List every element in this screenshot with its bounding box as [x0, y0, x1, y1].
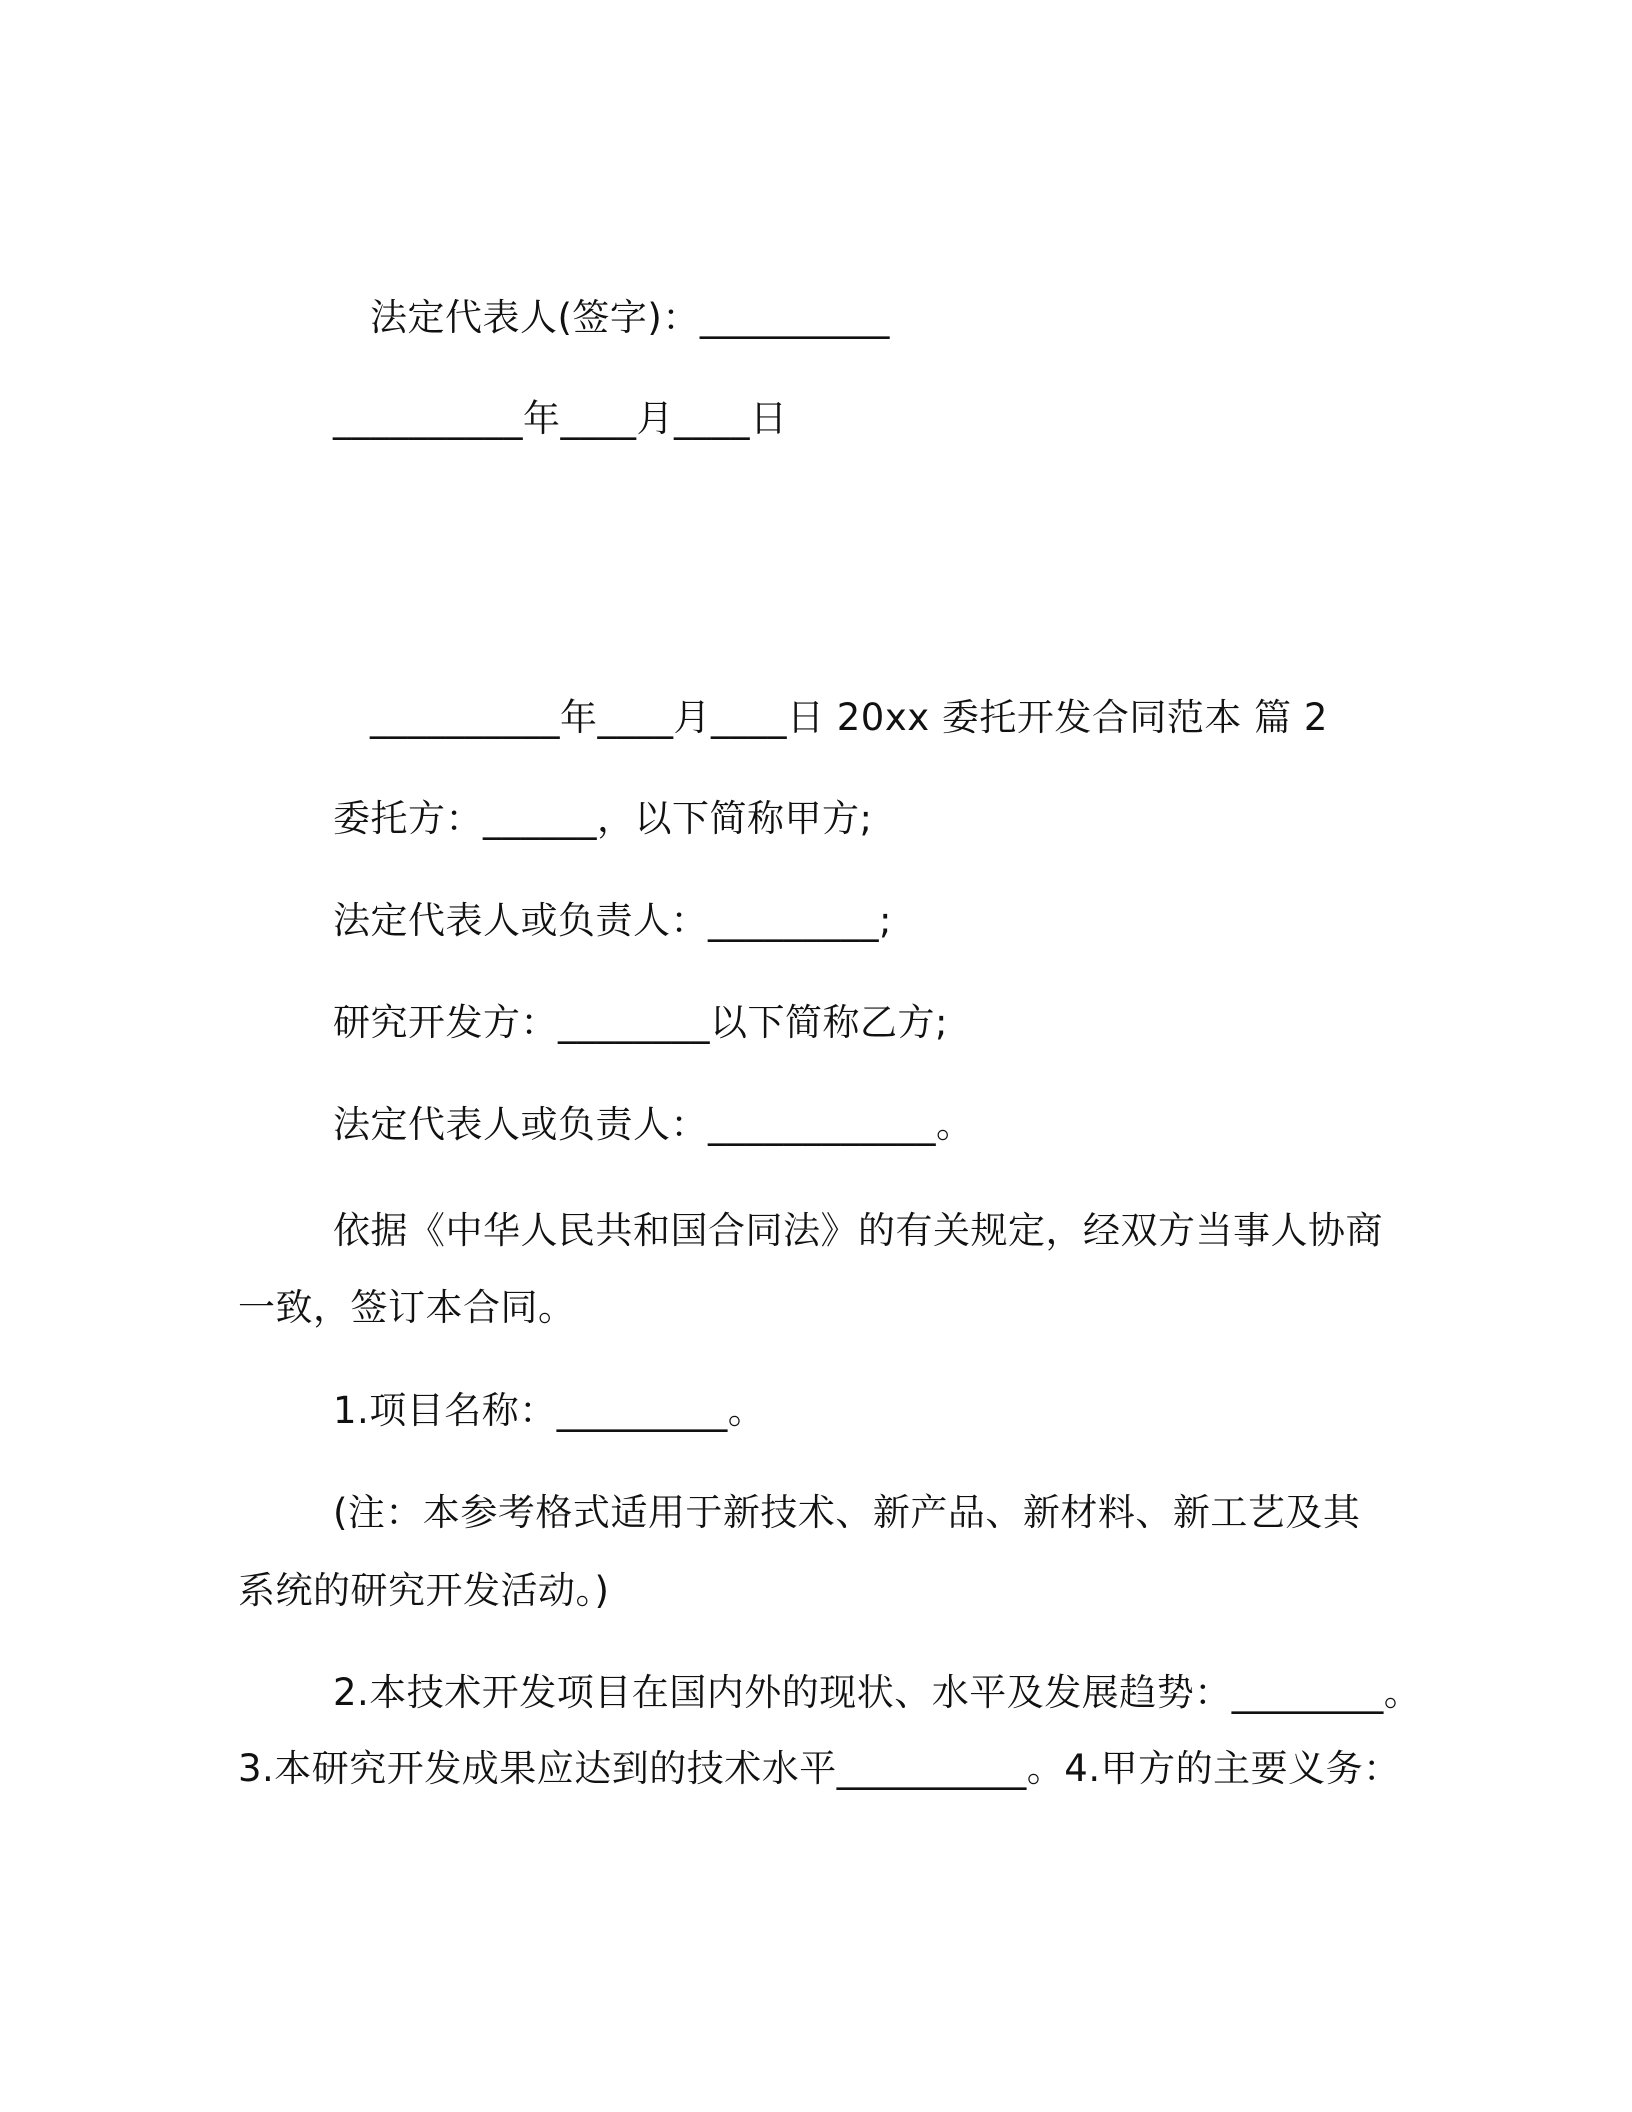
technical-level-item: 3.本研究开发成果应达到的技术水平__________。4.甲方的主要义务： — [238, 1747, 1401, 1790]
legal-basis-line-2: 一致，签订本合同。 — [238, 1286, 576, 1329]
legal-basis-line-1: 依据《中华人民共和国合同法》的有关规定，经双方当事人协商 — [333, 1209, 1383, 1252]
note-line-1: (注：本参考格式适用于新技术、新产品、新材料、新工艺及其 — [333, 1491, 1361, 1534]
project-name-item: 1.项目名称：_________。 — [333, 1389, 766, 1432]
client-line: 委托方：______，以下简称甲方; — [333, 797, 873, 840]
developer-representative-line: 法定代表人或负责人：____________。 — [333, 1103, 974, 1146]
signature-line: 法定代表人(签字)：__________ — [370, 296, 890, 339]
client-representative-line: 法定代表人或负责人：_________; — [333, 899, 892, 942]
developer-line: 研究开发方：________以下简称乙方; — [333, 1001, 948, 1044]
document-title-line: __________年____月____日 20xx 委托开发合同范本 篇 2 — [370, 696, 1328, 739]
status-item: 2.本技术开发项目在国内外的现状、水平及发展趋势：________。 — [333, 1671, 1422, 1714]
date-line: __________年____月____日 — [333, 397, 788, 440]
note-line-2: 系统的研究开发活动。) — [238, 1569, 610, 1612]
